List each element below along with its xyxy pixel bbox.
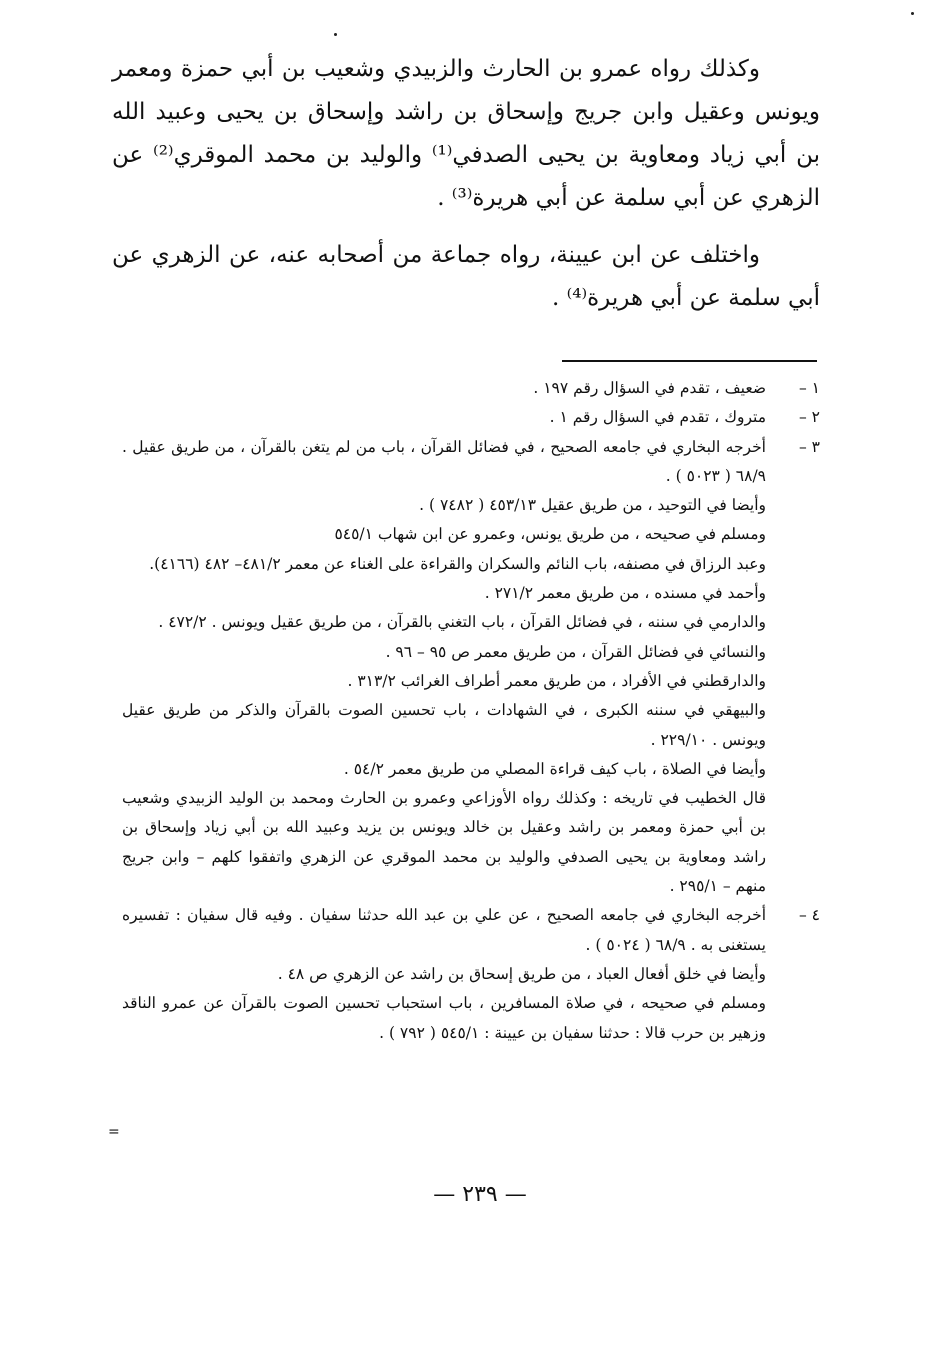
footnote-line: وأيضا في الصلاة ، باب كيف قراءة المصلي من طريق معمر ٥٤/٢ . [343,759,766,778]
footnote-2 [122,403,820,432]
footnote-line: والدارقطني في الأفراد ، من طريق معمر أطراف الغرائب ٣١٣/٢ . [347,671,766,690]
footnote-line: ضعيف ، تقدم في السؤال رقم ١٩٧ . [533,379,766,397]
footnote-body [122,374,766,403]
footnote-line: وأيضا في خلق أفعال العباد ، من طريق إسحاق بن راشد عن الزهري ص ٤٨ . [277,964,766,983]
footnote-line: ومسلم في صحيحه ، من طريق يونس، وعمرو عن ابن شهاب ٥٤٥/١ [334,525,766,544]
footnote-number: ١ – [798,379,820,397]
footnote-4 [122,901,820,1047]
main-paragraph-1: وكذلك رواه عمرو بن الحارث والزبيدي وشعيب بن أبي حمزة ومعمر ويونس وعقيل وابن جريج وإسحاق بن راشد وإسحاق بن يحيى وعبيد الله بن أبي زياد ومعاوية بن يحيى الصدفي⁽¹⁾ والوليد بن محمد الموقري⁽²⁾ عن الزهري عن أبي سلمة عن أبي هريرة⁽³⁾ . [112,56,820,211]
footnote-line: أخرجه البخاري في جامعه الصحيح ، عن علي بن عبد الله حدثنا سفيان . وفيه قال سفيان : تفسيره يستغنى به . ٦٨/٩ ( ٥٠٢٤ ) . [122,906,766,954]
main-text [112,48,820,320]
scan-speck [334,33,337,36]
footnote-number: ٣ – [798,437,820,456]
footnote-line: والنسائي في فضائل القرآن ، من طريق معمر ص ٩٥ – ٩٦ . [385,642,766,661]
footnote-number: ٤ – [798,906,820,925]
footnote-line: وعبد الرزاق في مصنفه، باب النائم والسكران والقراءة على الغناء عن معمر ٤٨١/٢– ٤٨٢ (٤١٦٦). [149,554,766,573]
footnote-body [122,403,766,432]
footnote-line: متروك ، تقدم في السؤال رقم ١ . [549,408,766,427]
page-number: — ٢٣٩ — [433,1182,527,1207]
footnote-line: ومسلم في صحيحه ، في صلاة المسافرين ، باب استحباب تحسين الصوت بالقرآن عن عمرو الناقد وزهير بن حرب قالا : حدثنا سفيان بن عيينة : ٥٤٥/١ ( ٧٩٢ ) . [122,994,766,1042]
main-paragraph-2: واختلف عن ابن عيينة، رواه جماعة من أصحابه عنه، عن الزهري عن أبي سلمة عن أبي هريرة⁽⁴⁾ . [112,242,820,311]
footnotes [122,374,820,1048]
footnote-line: قال الخطيب في تاريخه : وكذلك رواه الأوزاعي وعمرو بن الحارث ومحمد بن الوليد الزبيدي وشعيب بن أبي حمزة ومعمر بن راشد وعقيل بن خالد ويونس بن يزيد وعبيد الله بن أبي زياد وإسحاق بن راشد ومعاوية بن يحيى الصدفي والوليد بن محمد الموقري عن الزهري واتفقوا كلهم – وابن جريج منهم – ٢٩٥/١ . [122,789,766,896]
footnote-line: وأيضا في التوحيد ، من طريق عقيل ٤٥٣/١٣ ( ٧٤٨٢ ) . [419,496,766,515]
footnote-line: والبيهقي في سننه الكبرى ، في الشهادات ، باب تحسين الصوت بالقرآن والذكر من طريق عقيل ويونس . ٢٢٩/١٠ . [122,701,766,749]
scan-speck [911,12,914,15]
footnote-separator [562,360,817,362]
footnote-1 [122,374,820,403]
footnote-line: والدارمي في سننه ، في فضائل القرآن ، باب التغني بالقرآن ، من طريق عقيل ويونس . ٤٧٢/٢ . [158,613,766,632]
footnote-body [122,901,766,1047]
margin-mark: = [108,1124,120,1140]
footnote-body [122,433,766,902]
footnote-3 [122,433,820,902]
footnote-line: وأحمد في مسنده ، من طريق معمر ٢٧١/٢ . [484,584,766,603]
footnote-line: أخرجه البخاري في جامعه الصحيح ، في فضائل القرآن ، باب من لم يتغن بالقرآن ، من طريق عقيل . ٦٨/٩ ( ٥٠٢٣ ) . [122,437,766,485]
footnote-number: ٢ – [798,408,820,427]
